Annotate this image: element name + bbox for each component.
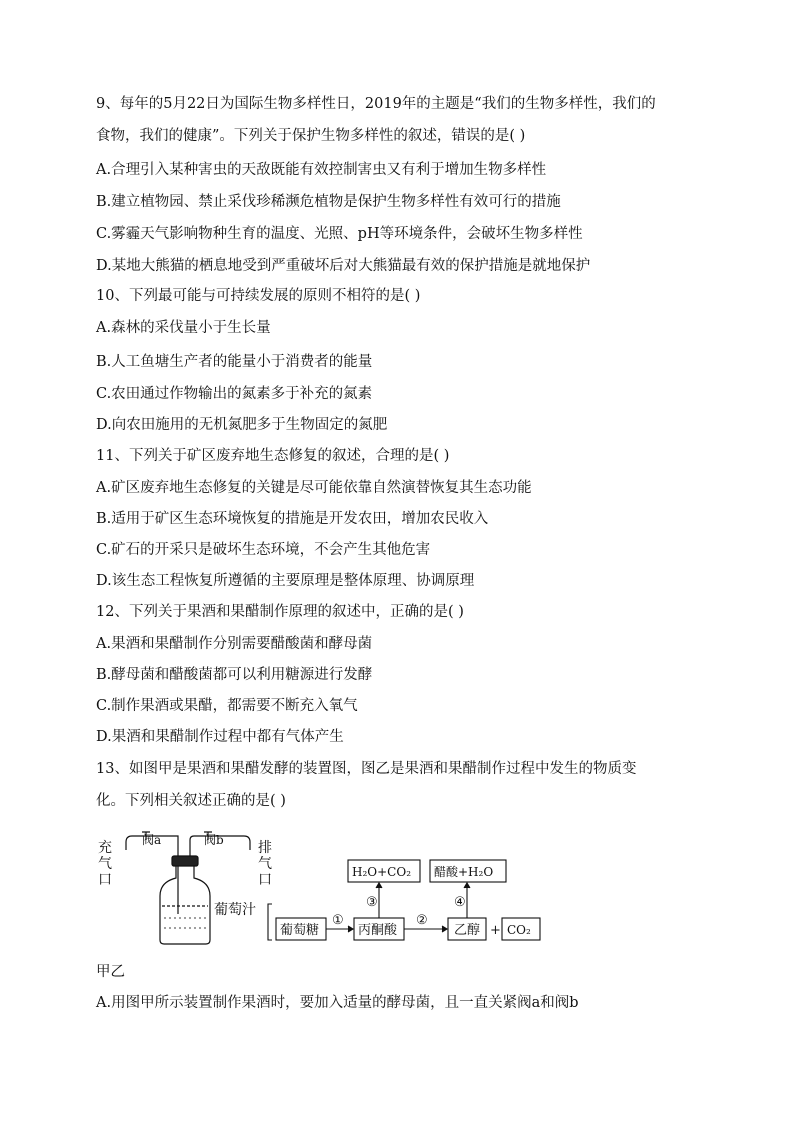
q11-option-d: D.该生态工程恢复所遵循的主要原理是整体原理、协调原理 <box>96 573 475 589</box>
step-2-label: ② <box>416 913 428 928</box>
q13-stem-line1: 13、如图甲是果酒和果醋发酵的装置图，图乙是果酒和果醋制作过程中发生的物质变 <box>96 761 637 777</box>
ethanol-label: 乙醇 <box>454 923 481 938</box>
q12-option-b: B.酵母菌和醋酸菌都可以利用糖源进行发酵 <box>96 667 373 683</box>
acetic-acid-label: 醋酸+H₂O <box>434 865 494 879</box>
glucose-label: 葡萄糖 <box>280 923 320 938</box>
q12-option-a: A.果酒和果醋制作分别需要醋酸菌和酵母菌 <box>96 636 373 652</box>
q11-option-a: A.矿区废弃地生态修复的关键是尽可能依靠自然演替恢复其生态功能 <box>96 480 532 496</box>
q12-option-c: C.制作果酒或果醋，都需要不断充入氧气 <box>96 698 358 714</box>
q9-option-a: A.合理引入某种害虫的天敌既能有效控制害虫又有利于增加生物多样性 <box>96 162 547 178</box>
inlet-label-3: 口 <box>98 872 112 888</box>
q9-option-c: C.雾霾天气影响物种生育的温度、光照、pH等环境条件，会破坏生物多样性 <box>96 226 583 242</box>
reaction-labels <box>280 864 531 938</box>
q11-option-c: C.矿石的开采只是破坏生态环境，不会产生其他危害 <box>96 542 431 558</box>
bottle-stopper <box>172 856 198 866</box>
q9-stem-line1: 9、每年的5月22日为国际生物多样性日，2019年的主题是“我们的生物多样性，我们的 <box>96 96 656 112</box>
inlet-label-2: 气 <box>98 856 112 872</box>
q10-option-b: B.人工鱼塘生产者的能量小于消费者的能量 <box>96 354 373 370</box>
q13-option-a: A.用图甲所示装置制作果酒时，要加入适量的酵母菌，且一直关紧阀a和阀b <box>96 995 579 1011</box>
apparatus-diagram <box>126 832 250 944</box>
q9-stem-line2: 食物，我们的健康”。下列关于保护生物多样性的叙述，错误的是( ) <box>96 128 526 144</box>
q10-stem: 10、下列最可能与可持续发展的原则不相符的是( ) <box>96 288 421 304</box>
step-1-label: ① <box>332 913 344 928</box>
valve-a-label: 阀a <box>142 833 162 847</box>
co2-label: CO₂ <box>507 923 531 937</box>
valve-b-label: 阀b <box>204 833 224 847</box>
juice-label: 葡萄汁 <box>214 902 256 918</box>
q13-stem-line2: 化。下列相关叙述正确的是( ) <box>96 793 286 809</box>
plus-sign: + <box>490 923 501 938</box>
bottle <box>160 866 210 944</box>
q11-stem: 11、下列关于矿区废弃地生态修复的叙述，合理的是( ) <box>96 448 450 464</box>
bracket <box>268 904 272 940</box>
q10-option-a: A.森林的采伐量小于生长量 <box>96 320 271 336</box>
q10-option-d: D.向农田施用的无机氮肥多于生物固定的氮肥 <box>96 417 388 433</box>
q9-option-b: B.建立植物园、禁止采伐珍稀濒危植物是保护生物多样性有效可行的措施 <box>96 194 561 210</box>
q12-option-d: D.果酒和果醋制作过程中都有气体产生 <box>96 729 344 745</box>
outlet-label-1: 排 <box>258 840 272 856</box>
q9-option-d: D.某地大熊猫的栖息地受到严重破坏后对大熊猫最有效的保护措施是就地保护 <box>96 258 591 274</box>
inlet-label-1: 充 <box>98 840 112 856</box>
inlet-tube <box>126 836 178 914</box>
fermentation-figure <box>96 822 556 952</box>
h2o-co2-label: H₂O+CO₂ <box>352 865 411 879</box>
outlet-label-3: 口 <box>258 872 272 888</box>
step-4-label: ④ <box>454 895 466 910</box>
q12-stem: 12、下列关于果酒和果醋制作原理的叙述中，正确的是( ) <box>96 604 464 620</box>
figure-caption: 甲乙 <box>96 964 125 980</box>
q10-option-c: C.农田通过作物输出的氮素多于补充的氮素 <box>96 386 373 402</box>
step-3-label: ③ <box>366 895 378 910</box>
outlet-label-2: 气 <box>258 856 272 872</box>
q11-option-b: B.适用于矿区生态环境恢复的措施是开发农田，增加农民收入 <box>96 511 489 527</box>
pyruvate-label: 丙酮酸 <box>358 923 398 938</box>
apparatus-labels <box>98 832 272 918</box>
